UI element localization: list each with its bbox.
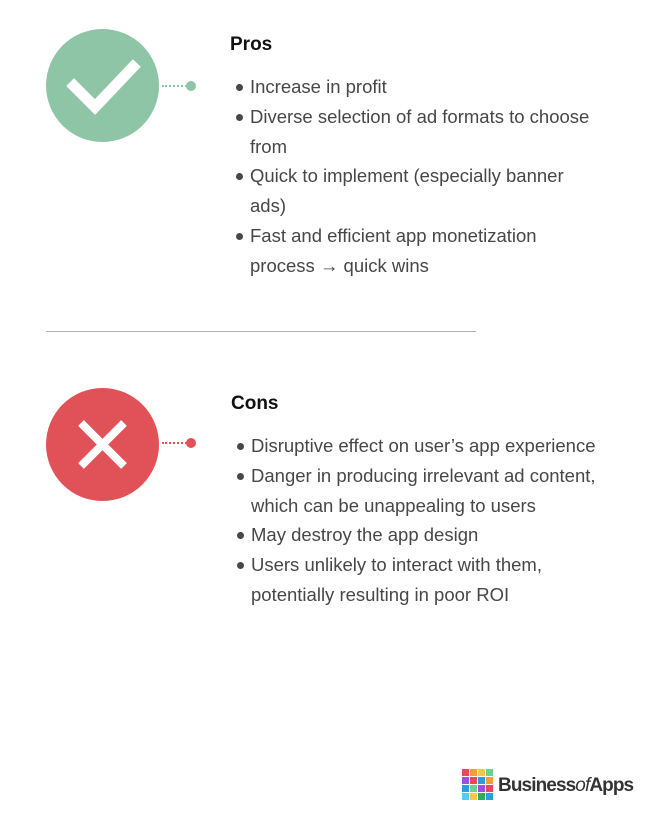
- cons-item: Disruptive effect on user’s app experience: [251, 431, 601, 461]
- pros-item: Fast and efficient app monetization process → quick wins: [250, 221, 600, 281]
- cons-connector: [162, 438, 196, 448]
- cons-item: May destroy the app design: [251, 520, 601, 550]
- pros-item: Quick to implement (especially banner ads): [250, 161, 600, 221]
- checkmark-icon: [46, 29, 159, 142]
- cons-list: [251, 431, 601, 610]
- pros-badge: [46, 29, 159, 142]
- cons-item: Danger in producing irrelevant ad content, which can be unappealing to users: [251, 461, 601, 521]
- pros-item: Diverse selection of ad formats to choose from: [250, 102, 600, 162]
- pros-connector: [162, 81, 196, 91]
- cons-badge: [46, 388, 159, 501]
- cross-icon: [46, 388, 159, 501]
- pros-heading: Pros: [230, 34, 273, 55]
- pros-item: Increase in profit: [250, 72, 600, 102]
- section-divider: [46, 331, 476, 332]
- logo-wordmark: BusinessofApps: [498, 775, 634, 796]
- cons-item: Users unlikely to interact with them, potentially resulting in poor ROI: [251, 550, 601, 610]
- grid-logo-icon: [462, 769, 494, 801]
- pros-list: [250, 72, 600, 281]
- cons-heading: Cons: [231, 393, 279, 414]
